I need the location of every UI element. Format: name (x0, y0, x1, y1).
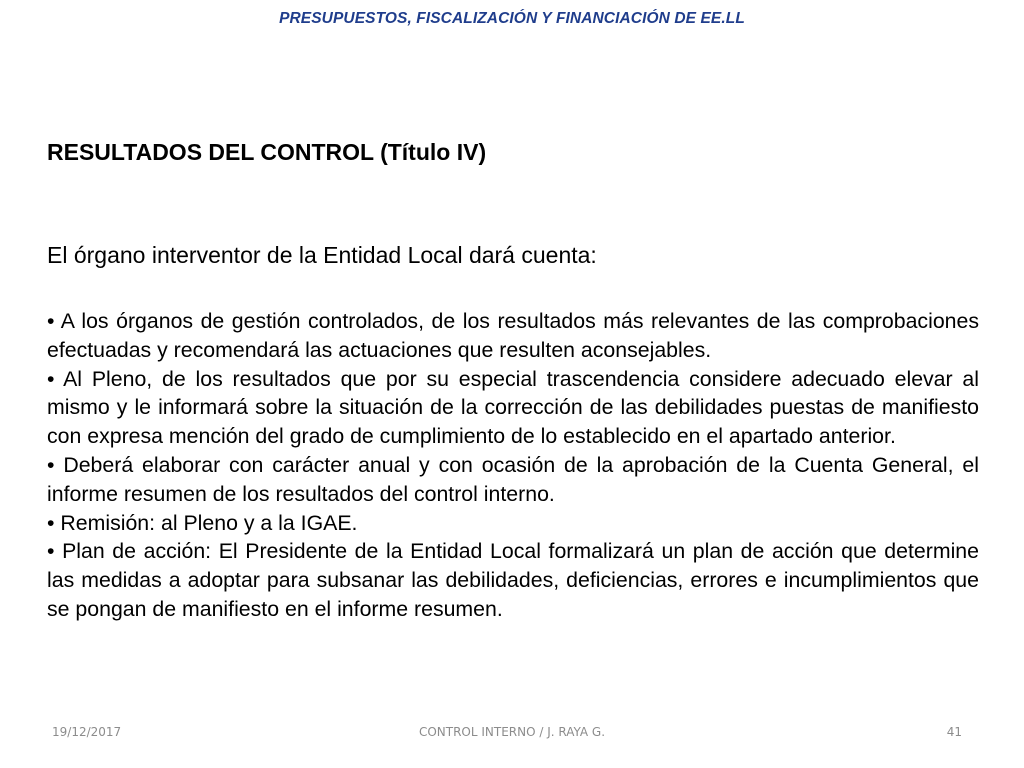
intro-text: El órgano interventor de la Entidad Local dará cuenta: (47, 242, 597, 268)
bullet-pleno: • Al Pleno, de los resultados que por su especial trascendencia considere adecuado elevar al mismo y le informará sobre la situación de la corrección de las debilidades puestas de manifiesto con expresa mención del grado de cumplimiento de lo establecido en el apartado anterior. (47, 366, 979, 449)
section-title: RESULTADOS DEL CONTROL (Título IV) (47, 139, 487, 165)
footer-date: 19/12/2017 (52, 725, 122, 739)
slide-header: PRESUPUESTOS, FISCALIZACIÓN Y FINANCIACIÓN DE EE.LL (279, 10, 745, 27)
bullet-remision: • Remisión: al Pleno y a la IGAE. (47, 510, 358, 535)
footer-author: CONTROL INTERNO / J. RAYA G. (418, 725, 606, 739)
bullet-list (47, 307, 979, 624)
bullet-plan-accion: • Plan de acción: El Presidente de la Entidad Local formalizará un plan de acción que determine las medidas a adoptar para subsanar las debilidades, deficiencias, errores e incumplimientos que se pongan de manifiesto en el informe resumen. (47, 539, 979, 621)
bullet-organos-gestion: • A los órganos de gestión controlados, de los resultados más relevantes de las comprobaciones efectuadas y recomendará las actuaciones que resulten aconsejables. (47, 309, 979, 362)
bullet-informe-resumen: • Deberá elaborar con carácter anual y con ocasión de la aprobación de la Cuenta General, el informe resumen de los resultados del control interno. (47, 452, 979, 506)
footer-page-number: 41 (946, 725, 962, 739)
